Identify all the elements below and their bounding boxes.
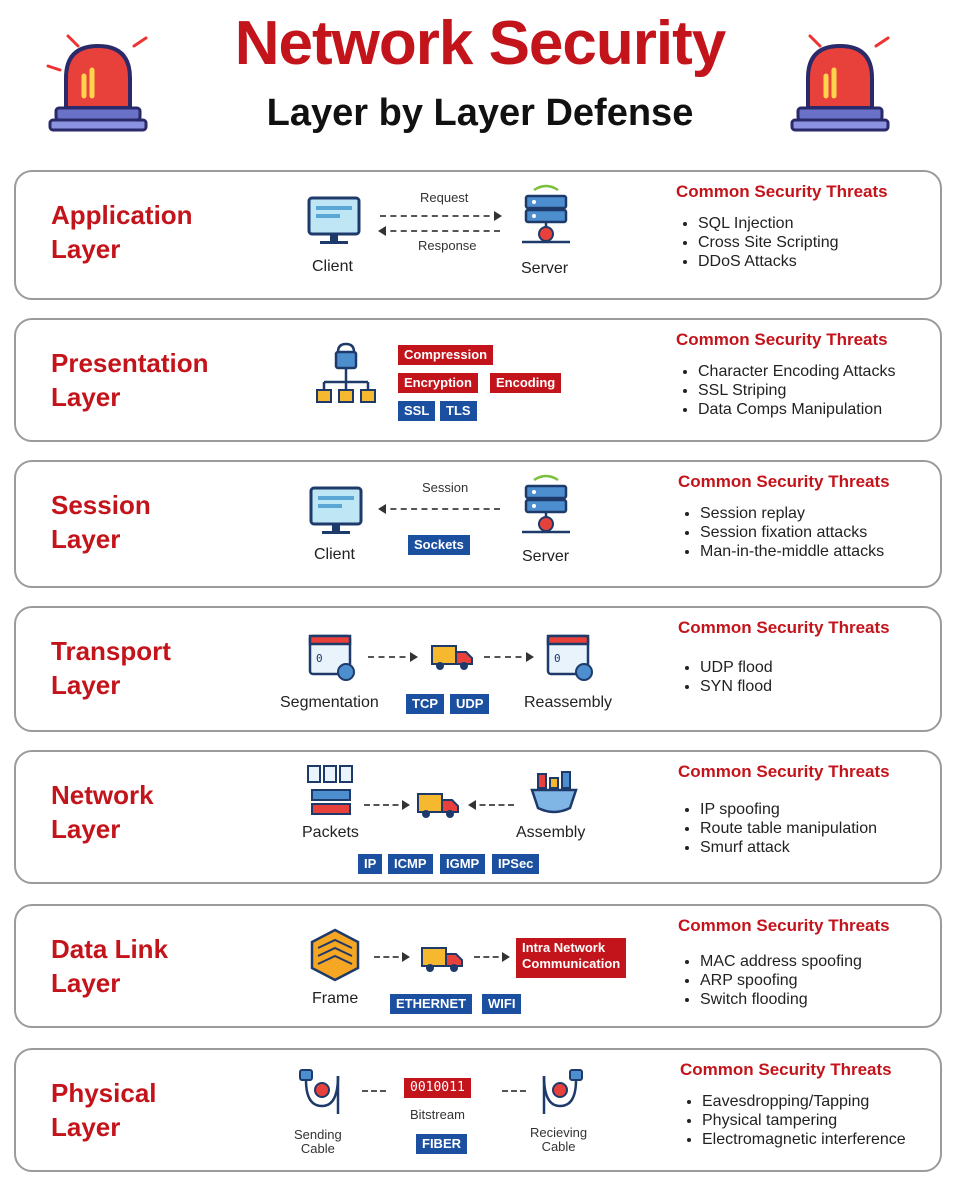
threat-item: • Man-in-the-middle attacks	[700, 542, 938, 561]
threat-item: • Eavesdropping/Tapping	[702, 1092, 940, 1111]
threat-item: • Smurf attack	[700, 838, 938, 857]
layer-title: Application Layer	[51, 200, 193, 264]
request-label: Request	[420, 190, 469, 205]
layer-physical	[14, 1048, 942, 1172]
tag-tls: TLS	[440, 401, 477, 421]
reassembly-window-icon	[546, 634, 594, 682]
tag-sockets: Sockets	[408, 535, 470, 555]
threats-block	[678, 618, 938, 696]
threat-item: • SSL Striping	[698, 381, 936, 400]
threats-block	[678, 762, 938, 857]
assembly-label: Assembly	[516, 824, 586, 841]
flow-arrow	[368, 656, 416, 658]
layer-title: Physical Layer	[51, 1078, 157, 1142]
threat-item: • UDP flood	[700, 658, 938, 677]
client-label: Client	[312, 258, 353, 275]
cable-line	[502, 1090, 526, 1092]
threats-list	[678, 504, 938, 561]
tag-ethernet: ETHERNET	[390, 994, 472, 1014]
bitstream-bits: 0010011	[404, 1078, 471, 1098]
threats-title: Common Security Threats	[676, 330, 888, 349]
tag-compression: Compression	[398, 345, 493, 365]
threat-item: • Data Comps Manipulation	[698, 400, 936, 419]
threats-block	[676, 330, 936, 419]
segmentation-label: Segmentation	[280, 694, 379, 711]
threats-title: Common Security Threats	[678, 618, 890, 637]
server-label: Server	[521, 260, 569, 277]
layer-application	[14, 170, 942, 300]
threat-item: • Physical tampering	[702, 1111, 940, 1130]
flow-arrow	[484, 656, 532, 658]
response-label: Response	[418, 238, 477, 253]
threats-title: Common Security Threats	[678, 916, 890, 935]
threat-item: • Cross Site Scripting	[698, 233, 936, 252]
response-arrow	[380, 230, 500, 232]
delivery-truck-icon	[430, 638, 474, 672]
receiving-cable-label: Recieving Cable	[530, 1125, 588, 1154]
threats-list	[678, 800, 938, 857]
tag-fiber: FIBER	[416, 1134, 467, 1154]
reassembly-label: Reassembly	[524, 694, 613, 711]
tag-ssl: SSL	[398, 401, 435, 421]
layer-data-link	[14, 904, 942, 1028]
threats-list	[680, 1092, 940, 1149]
bitstream-label: Bitstream	[410, 1107, 465, 1122]
server-icon	[518, 184, 574, 254]
tag-igmp: IGMP	[440, 854, 485, 874]
lock-hierarchy-icon	[316, 342, 376, 408]
svg-text:0: 0	[316, 652, 323, 665]
threat-item: • Session fixation attacks	[700, 523, 938, 542]
threat-item: • Switch flooding	[700, 990, 938, 1009]
threat-item: • Session replay	[700, 504, 938, 523]
layer-title: Presentation Layer	[51, 348, 209, 412]
threats-list	[678, 952, 938, 1009]
tag-udp: UDP	[450, 694, 489, 714]
flow-arrow	[474, 956, 508, 958]
session-label: Session	[422, 480, 469, 495]
segment-window-icon	[308, 634, 356, 682]
client-monitor-icon	[308, 486, 364, 536]
delivery-truck-icon	[416, 786, 460, 820]
sending-cable-label: Sending Cable	[294, 1127, 342, 1156]
cable-line	[362, 1090, 386, 1092]
threats-title: Common Security Threats	[678, 762, 890, 781]
threats-title: Common Security Threats	[678, 472, 890, 491]
threat-item: • MAC address spoofing	[700, 952, 938, 971]
session-arrow	[380, 508, 500, 510]
receiving-cable-icon	[536, 1066, 584, 1116]
sending-cable-icon	[298, 1066, 346, 1116]
server-label: Server	[522, 548, 570, 565]
tag-encryption: Encryption	[398, 373, 478, 393]
tag-intra-network: Intra Network Communication	[516, 938, 626, 978]
packets-label: Packets	[302, 824, 359, 841]
threats-block	[676, 182, 936, 271]
threats-title: Common Security Threats	[676, 182, 888, 201]
page-subtitle: Layer by Layer Defense	[266, 92, 694, 134]
server-icon	[518, 474, 574, 544]
client-label: Client	[314, 546, 355, 563]
tag-wifi: WIFI	[482, 994, 521, 1014]
threat-item: • ARP spoofing	[700, 971, 938, 990]
threats-block	[680, 1060, 940, 1149]
tag-ip: IP	[358, 854, 382, 874]
threats-list	[676, 362, 936, 419]
layer-title: Session Layer	[51, 490, 151, 554]
client-monitor-icon	[306, 196, 362, 246]
flow-arrow	[374, 956, 408, 958]
delivery-truck-icon	[420, 940, 464, 974]
threat-item: • IP spoofing	[700, 800, 938, 819]
threats-block	[678, 472, 938, 561]
threat-item: • SQL Injection	[698, 214, 936, 233]
frame-hexagon-icon	[308, 928, 362, 982]
layer-network	[14, 750, 942, 884]
request-arrow	[380, 215, 500, 217]
tag-encoding: Encoding	[490, 373, 561, 393]
tag-tcp: TCP	[406, 694, 444, 714]
threat-item: • Electromagnetic interference	[702, 1130, 940, 1149]
threat-item: • SYN flood	[700, 677, 938, 696]
tag-ipsec: IPSec	[492, 854, 539, 874]
assembly-icon	[530, 770, 578, 816]
threats-list	[678, 658, 938, 696]
packets-icon	[306, 764, 356, 820]
threats-title: Common Security Threats	[680, 1060, 892, 1079]
svg-text:0: 0	[554, 652, 561, 665]
layer-presentation	[14, 318, 942, 442]
threats-list	[676, 214, 936, 271]
layer-transport	[14, 606, 942, 732]
layer-title: Network Layer	[51, 780, 154, 844]
layer-title: Transport Layer	[51, 636, 171, 700]
siren-icon	[782, 30, 892, 135]
page-title: Network Security	[234, 9, 726, 78]
layer-session	[14, 460, 942, 588]
threat-item: • Character Encoding Attacks	[698, 362, 936, 381]
threats-block	[678, 916, 938, 1009]
layer-title: Data Link Layer	[51, 934, 169, 998]
header	[0, 0, 960, 165]
threat-item: • DDoS Attacks	[698, 252, 936, 271]
tag-icmp: ICMP	[388, 854, 433, 874]
threat-item: • Route table manipulation	[700, 819, 938, 838]
flow-arrow	[364, 804, 408, 806]
frame-label: Frame	[312, 990, 359, 1007]
flow-arrow	[470, 804, 514, 806]
